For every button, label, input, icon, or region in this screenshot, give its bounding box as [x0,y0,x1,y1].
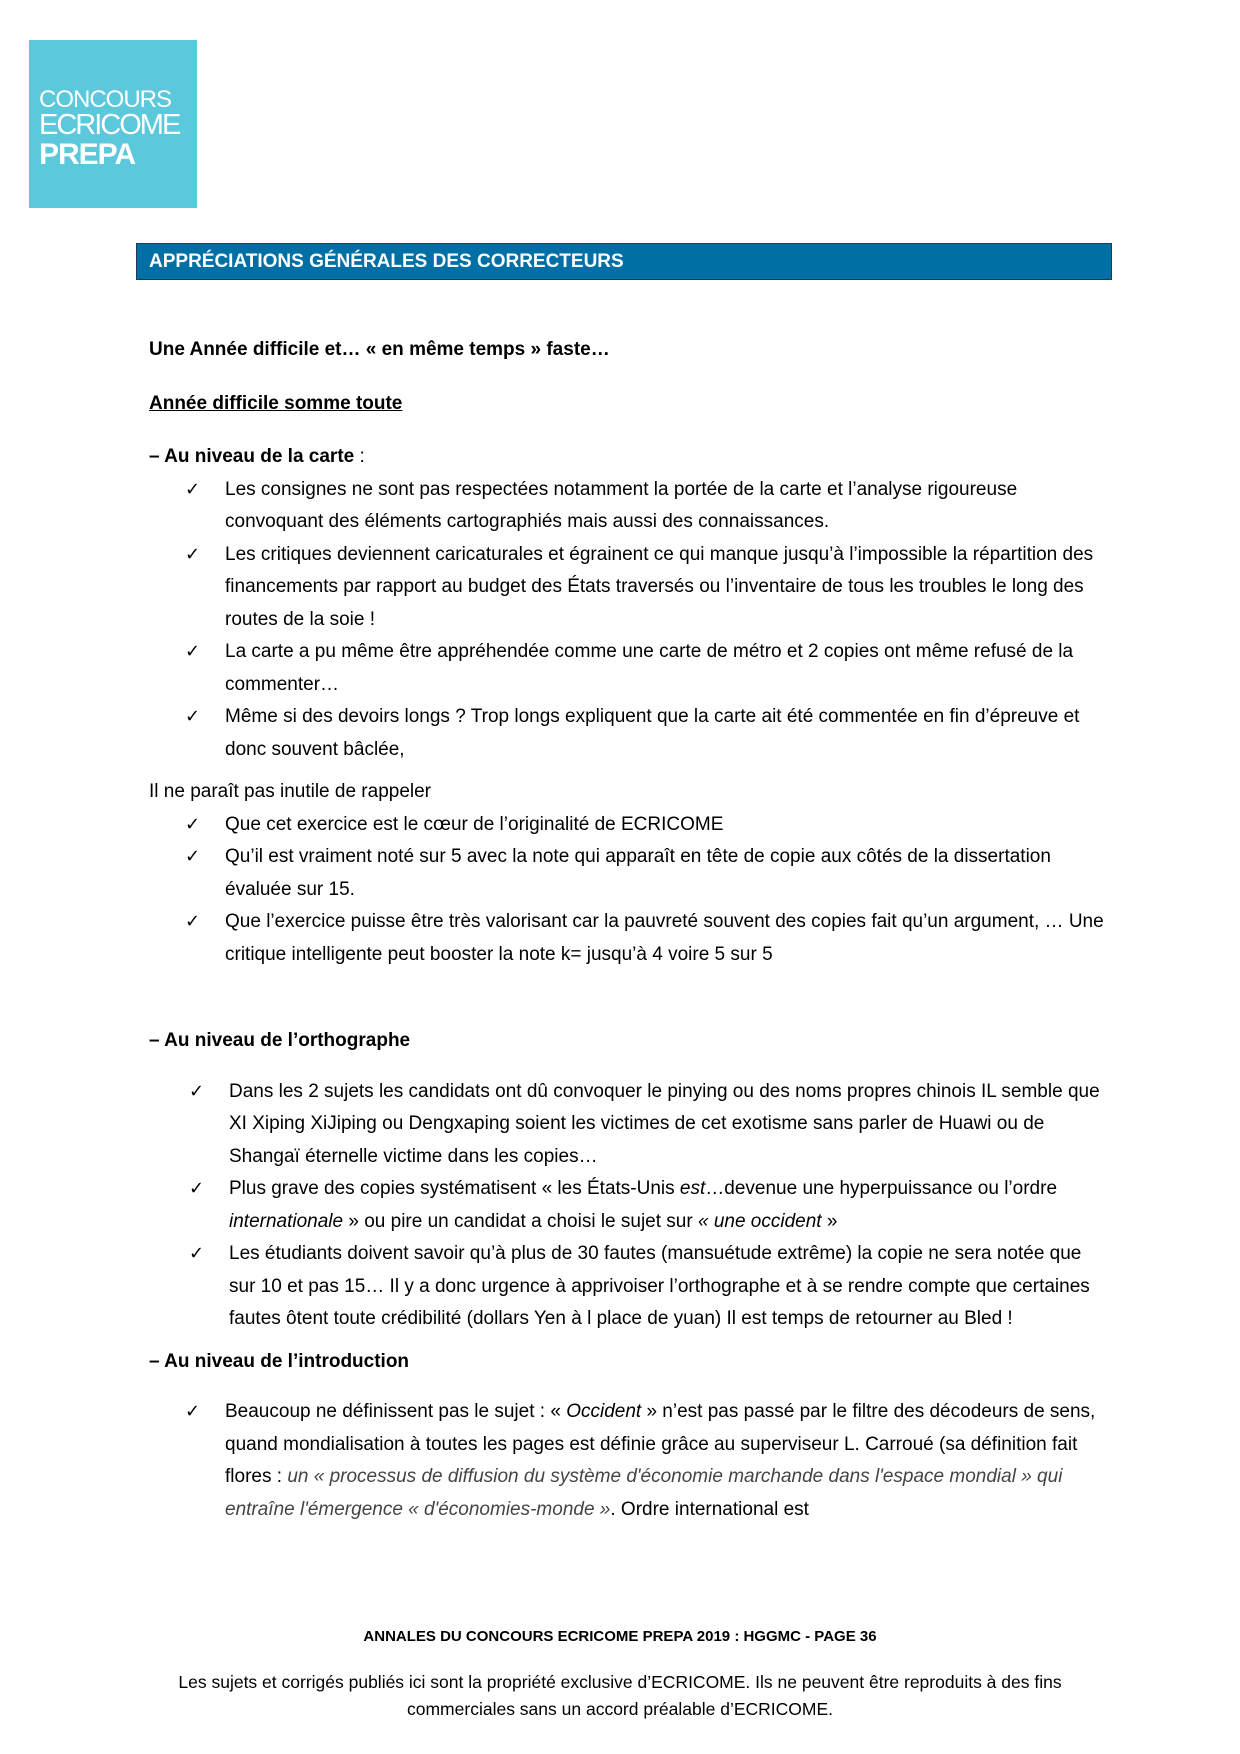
carroue-quote: un « processus de diffusion du système d'économie marchande dans l'espace mondial » qui entraîne l'émergence « d'économies-monde » [225,1466,1063,1520]
list-item [185,636,1109,701]
logo-line-prepa: PREPA [39,138,136,171]
checkmark-icon: ✓ [185,641,201,662]
list-item-text: Même si des devoirs longs ? Trop longs expliquent que la carte ait été commentée en fin d’épreuve et donc souvent bâclée, [225,706,1080,760]
list-item-text: Dans les 2 sujets les candidats ont dû convoquer le pinying ou des noms propres chinois IL semble que XI Xiping XiJiping ou Dengxaping soient les victimes de cet exotisme sans parler de Huawi ou de Shangaï éternelle victime dans les copies… [229,1080,1100,1167]
section-title-bar: APPRÉCIATIONS GÉNÉRALES DES CORRECTEURS [136,243,1112,280]
list-item-text: Les critiques deviennent caricaturales et égrainent ce qui manque jusqu’à l’impossible la répartition des financements par rapport au budget des États traversés ou l’inventaire de tous les troubles le long des routes de la soie ! [225,543,1094,630]
checkmark-icon: ✓ [185,706,201,727]
document-title: Une Année difficile et… « en même temps » faste… [149,339,610,360]
list-item-text: La carte a pu même être appréhendée comme une carte de métro et 2 copies ont même refusé de la commenter… [225,641,1074,695]
list-item [185,906,1109,971]
document-subtitle: Année difficile somme toute [149,392,403,414]
logo-line-ecricome: ECRICOME [39,109,180,141]
list-item [185,474,1109,539]
introduction-list [149,1396,1109,1526]
list-item-text: Plus grave des copies systématisent « les États-Unis est…devenue une hyperpuissance ou l’ordre internationale » ou pire un candidat a choisi le sujet sur « une occident » [229,1178,1058,1232]
heading-orthographe [149,1025,1109,1058]
list-item [189,1238,1109,1336]
heading-carte-label: – Au niveau de la carte [149,446,355,467]
checkmark-icon: ✓ [185,846,201,867]
list-item-text: Beaucoup ne définissent pas le sujet : « Occident » n’est pas passé par le filtre des décodeurs de sens, quand mondialisation à toutes les pages est définie grâce au superviseur L. Carroué (sa définition fait flores : un « processus de diffusion du système d'économie marchande dans l'espace mondial » qui entraîne l'émergence « d'économies-monde ». Ordre international est [225,1401,1096,1520]
list-item-text: Les consignes ne sont pas respectées notamment la portée de la carte et l’analyse rigoureuse convoquant des éléments cartographiés mais aussi des connaissances. [225,478,1018,532]
rappel-intro: Il ne paraît pas inutile de rappeler [149,781,432,802]
list-item [185,701,1109,766]
orthographe-list [149,1076,1109,1336]
footer-title: ANNALES DU CONCOURS ECRICOME PREPA 2019 : HGGMC - PAGE 36 [363,1628,877,1645]
footer-note: Les sujets et corrigés publiés ici sont la propriété exclusive d’ECRICOME. Ils ne peuvent être reproduits à des fins commerciales sans un accord préalable d’ECRICOME. [178,1672,1062,1719]
checkmark-icon: ✓ [185,813,201,835]
carte-list [149,474,1109,767]
checkmark-icon: ✓ [185,543,201,565]
list-item [185,809,1109,842]
list-item-text: Que l’exercice puisse être très valorisant car la pauvreté souvent des copies fait qu’un argument, … Une critique intelligente peut booster la note k= jusqu’à 4 voire 5 sur 5 [225,911,1104,965]
list-item-text: Que cet exercice est le cœur de l’originalité de ECRICOME [225,813,724,835]
list-item [189,1076,1109,1174]
list-item [185,1396,1109,1526]
rappel-list [149,809,1109,972]
list-item [185,539,1109,637]
checkmark-icon: ✓ [189,1080,205,1102]
document-body [149,334,1109,1526]
checkmark-icon: ✓ [189,1243,205,1264]
heading-introduction-label: – Au niveau de l’introduction [149,1350,410,1372]
logo-line-concours: CONCOURS [39,86,172,113]
heading-carte-suffix: : [354,446,365,467]
checkmark-icon: ✓ [185,1401,201,1422]
heading-orthographe-label: – Au niveau de l’orthographe [149,1030,411,1051]
list-item-text: Les étudiants doivent savoir qu’à plus de 30 fautes (mansuétude extrême) la copie ne sera notée que sur 10 et pas 15… Il y a donc urgence à apprivoiser l’orthographe et à se rendre compte que certaines fautes ôtent toute crédibilité (dollars Yen à l place de yuan) Il est temps de retourner au Bled ! [229,1243,1090,1329]
checkmark-icon: ✓ [189,1178,205,1199]
checkmark-icon: ✓ [185,911,201,932]
checkmark-icon: ✓ [185,478,201,500]
list-item-text: Qu’il est vraiment noté sur 5 avec la note qui apparaît en tête de copie aux côtés de la dissertation évaluée sur 15. [225,846,1051,900]
ecricome-logo [29,40,197,208]
heading-introduction [149,1346,1109,1379]
heading-carte [149,441,1109,474]
list-item [189,1173,1109,1238]
list-item [185,841,1109,906]
